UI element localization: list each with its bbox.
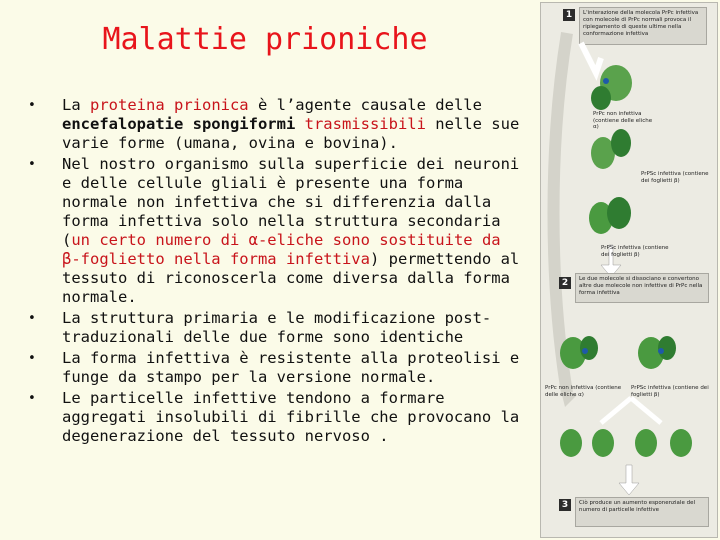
prion-conversion-figure <box>540 2 718 538</box>
text-run: La struttura primaria e le modificazione post-traduzionali delle due forme sono identiche <box>62 309 492 346</box>
pointer-arrow <box>581 43 601 73</box>
label-normal-2: PrPc non infettiva (contiene delle eliche α) <box>545 385 622 398</box>
step-caption-1: L'interazione della molecola PrPc infettiva con molecole di PrPc normali provoca il ripiegamento di queste ultime nella conformazione infettiva <box>579 7 707 45</box>
text-run-accent: trasmissibili <box>295 115 426 133</box>
bullet-3 <box>28 309 520 347</box>
bullet-4 <box>28 349 520 387</box>
label-normal-1: PrPc non infettiva (contiene delle eliche α) <box>593 111 653 130</box>
step-caption-2: Le due molecole si dissociano e convertono altre due molecole non infettive di PrPc nella forma infettiva <box>575 273 709 303</box>
text-run-accent: un certo numero di α-eliche sono sostituite da β-foglietto nella forma infettiva <box>62 231 501 268</box>
label-infective-2: PrPSc infettiva (contiene dei foglietti β) <box>601 245 669 258</box>
bullet-list <box>28 96 520 448</box>
protein-pair-4 <box>560 336 598 369</box>
step-caption-3: Ciò produce un aumento esponenziale del numero di particelle infettive <box>575 497 709 527</box>
protein-group-final <box>560 429 692 457</box>
split-arrow-left <box>601 398 631 423</box>
bullet-5 <box>28 389 520 446</box>
text-run: è l’agente causale delle <box>248 96 482 114</box>
split-arrow-right <box>631 398 661 423</box>
text-run: ) permettendo al tessuto di riconoscerla come diversa dalla forma normale. <box>62 250 520 306</box>
step-number-3: 3 <box>559 499 571 511</box>
diagram-drawing <box>541 3 718 538</box>
curved-arrow <box>554 33 568 393</box>
step-number-1: 1 <box>563 9 575 21</box>
step-number-2: 2 <box>559 277 571 289</box>
protein-pair-2 <box>591 129 631 169</box>
text-run: Le particelle infettive tendono a formare aggregati insolubili di fibrille che provocano la degenerazione del tessuto nervoso . <box>62 389 520 445</box>
protein-pair-3 <box>589 197 631 234</box>
text-run-accent: proteina prionica <box>90 96 249 114</box>
label-infective-1: PrPSc infettiva (contiene dei foglietti β) <box>641 171 709 184</box>
text-run: Nel nostro organismo sulla superficie dei neuroni e delle cellule gliali è presente una forma normale non infettiva che si differenzia dalla forma infettiva solo nella struttura secondaria ( <box>62 155 520 249</box>
text-run: nelle sue varie forme (umana, ovina e bovina). <box>62 115 520 152</box>
protein-pair-5 <box>638 336 676 369</box>
bullet-2 <box>28 155 520 307</box>
label-infective-3: PrPSc infettiva (contiene dei foglietti β) <box>631 385 709 398</box>
slide-title: Malattie prioniche <box>102 22 428 57</box>
down-arrow-final <box>619 465 639 495</box>
bullet-1 <box>28 96 520 153</box>
text-run-bold: encefalopatie spongiformi <box>62 115 296 133</box>
text-run: La <box>62 96 90 114</box>
text-run: La forma infettiva è resistente alla proteolisi e funge da stampo per la versione normale. <box>62 349 520 386</box>
